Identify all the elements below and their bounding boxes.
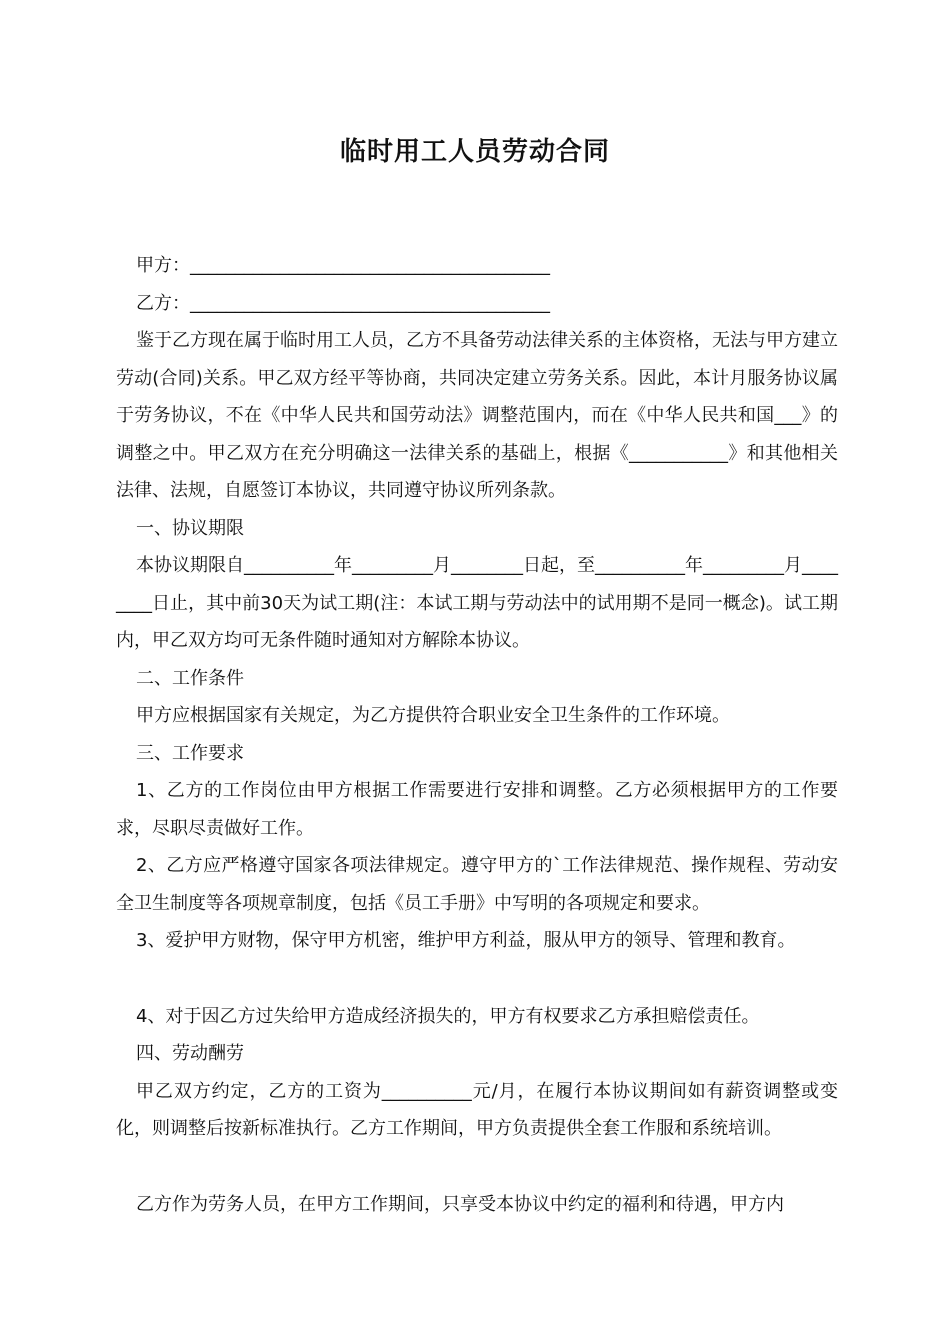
section-heading-requirements: 三、工作要求 — [136, 742, 244, 764]
section-body-remuneration: 甲乙双方约定，乙方的工资为__________元/月，在履行本协议期间如有薪资调整或变化，则调整后按新标准执行。乙方工作期间，甲方负责提供全套工作服和系统培训。 — [116, 1080, 838, 1139]
section-body-term: 本协议期限自__________年_________月________日起，至__________年_________月________日止，其中前30天为试工期(注：本试工期与劳动法中的试用期不是同一概念)。试工期内，甲乙双方均可无条件随时通知对方解除本协议。 — [116, 555, 838, 651]
section-heading-remuneration: 四、劳动酬劳 — [136, 1043, 244, 1064]
section-body-remuneration-2: 乙方作为劳务人员，在甲方工作期间，只享受本协议中约定的福利和待遇，甲方内 — [136, 1193, 784, 1215]
document-title: 临时用工人员劳动合同 — [339, 137, 610, 167]
requirement-item-3: 3、爱护甲方财物，保守甲方机密，维护甲方利益，服从甲方的领导、管理和教育。 — [136, 930, 796, 951]
section-body-conditions: 甲方应根据国家有关规定，为乙方提供符合职业安全卫生条件的工作环境。 — [136, 705, 730, 726]
requirement-item-4: 4、对于因乙方过失给甲方造成经济损失的，甲方有权要求乙方承担赔偿责任。 — [136, 1005, 760, 1027]
party-a-line: 甲方：________________________________________ — [136, 255, 550, 276]
requirement-item-2: 2、乙方应严格遵守国家各项法律规定。遵守甲方的`工作法律规范、操作规程、劳动安全卫生制度等各项规章制度，包括《员工手册》中写明的各项规定和要求。 — [116, 855, 838, 914]
section-heading-term: 一、协议期限 — [136, 517, 244, 539]
section-heading-conditions: 二、工作条件 — [136, 667, 244, 689]
preamble-paragraph: 鉴于乙方现在属于临时用工人员，乙方不具备劳动法律关系的主体资格，无法与甲方建立劳动(合同)关系。甲乙双方经平等协商，共同决定建立劳务关系。因此，本计月服务协议属于劳务协议，不在《中华人民共和国劳动法》调整范围内，而在《中华人民共和国___》的调整之中。甲乙双方在充分明确这一法律关系的基础上，根据《___________》和其他相关法律、法规，自愿签订本协议，共同遵守协议所列条款。 — [116, 330, 838, 501]
party-b-line: 乙方：________________________________________ — [136, 292, 550, 314]
paragraph-gap — [116, 1148, 838, 1186]
requirement-item-1: 1、乙方的工作岗位由甲方根据工作需要进行安排和调整。乙方必须根据甲方的工作要求，尽职尽责做好工作。 — [116, 780, 838, 839]
paragraph-gap — [116, 960, 838, 998]
document-body — [116, 247, 838, 1223]
